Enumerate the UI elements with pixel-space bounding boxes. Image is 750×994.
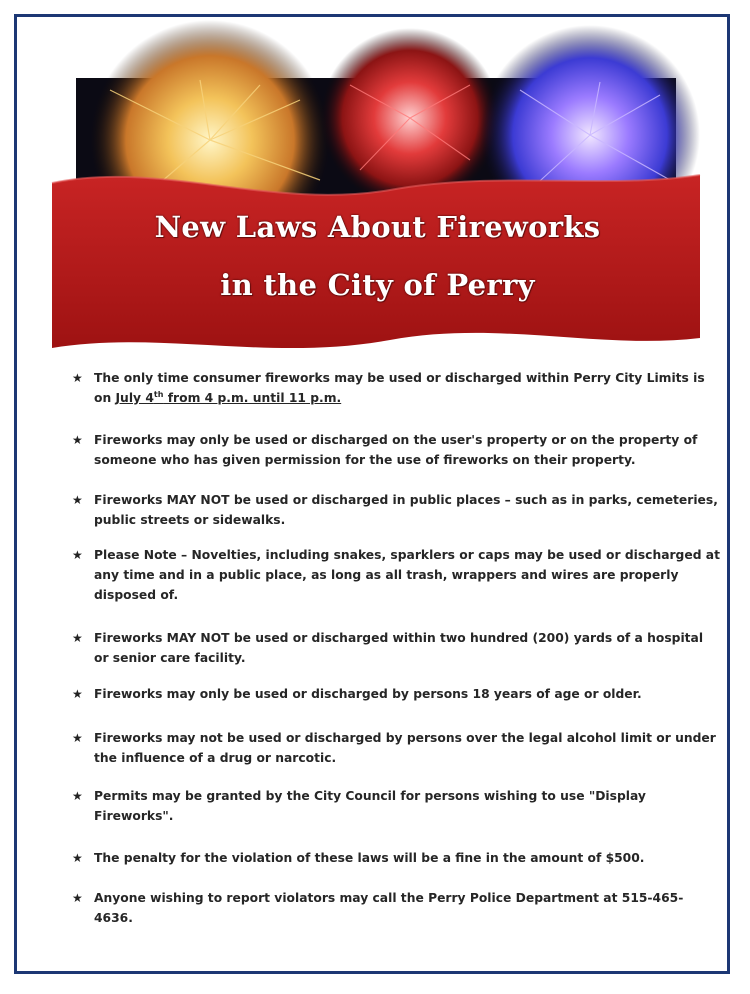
list-item: ★ Fireworks may only be used or discharged by persons 18 years of age or older. xyxy=(72,684,720,704)
list-item: ★ Anyone wishing to report violators may call the Perry Police Department at 515-465-4636. xyxy=(72,888,720,928)
list-item: ★ Fireworks may not be used or discharged by persons over the legal alcohol limit or under the influence of a drug or narcotic. xyxy=(72,728,720,768)
star-bullet-icon: ★ xyxy=(72,631,83,645)
list-item: ★ Fireworks MAY NOT be used or discharged within two hundred (200) yards of a hospital or senior care facility. xyxy=(72,628,720,668)
star-bullet-icon: ★ xyxy=(72,548,83,562)
list-item: ★ The penalty for the violation of these laws will be a fine in the amount of $500. xyxy=(72,848,720,868)
list-item: ★ Fireworks MAY NOT be used or discharged in public places – such as in parks, cemeteries, public streets or sidewalks. xyxy=(72,490,720,530)
star-bullet-icon: ★ xyxy=(72,687,83,701)
list-item: ★ The only time consumer fireworks may be used or discharged within Perry City Limits is on July 4th from 4 p.m. until 11 p.m. xyxy=(72,368,720,408)
list-item: ★ Permits may be granted by the City Council for persons wishing to use "Display Fireworks". xyxy=(72,786,720,826)
fireworks-banner-graphic xyxy=(0,0,750,370)
list-item: ★ Fireworks may only be used or discharged on the user's property or on the property of someone who has given permission for the use of fireworks on their property. xyxy=(72,430,720,470)
star-bullet-icon: ★ xyxy=(72,493,83,507)
title-line-2: in the City of Perry xyxy=(220,268,535,302)
star-bullet-icon: ★ xyxy=(72,731,83,745)
star-bullet-icon: ★ xyxy=(72,371,83,385)
star-bullet-icon: ★ xyxy=(72,433,83,447)
star-bullet-icon: ★ xyxy=(72,789,83,803)
list-item: ★ Please Note – Novelties, including snakes, sparklers or caps may be used or discharged at any time and in a public place, as long as all trash, wrappers and wires are properly disposed of. xyxy=(72,545,720,605)
title-line-1: New Laws About Fireworks xyxy=(154,210,601,244)
red-wave-banner xyxy=(52,175,700,348)
star-bullet-icon: ★ xyxy=(72,851,83,865)
star-bullet-icon: ★ xyxy=(72,891,83,905)
